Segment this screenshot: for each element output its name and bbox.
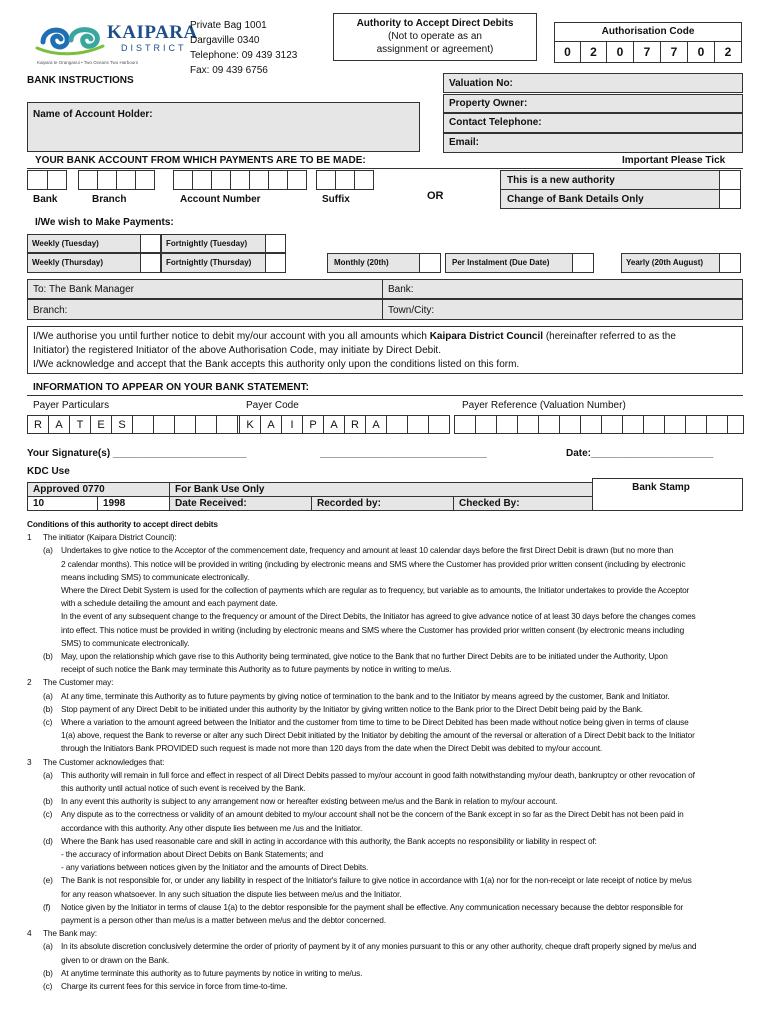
condition-line [61,782,306,795]
new-authority-label: This is a new authority [507,175,615,186]
authorise-line1-post: (hereinafter referred to as the [543,331,676,342]
condition-number: (b) [43,796,53,807]
condition-line [43,795,557,808]
auth-digit: 2 [580,41,607,63]
condition-text: In any event this authority is subject to any arrangement now or hereafter existing between me/us and the Bank in relation to my/our account. [61,796,558,807]
reference-box[interactable] [580,415,602,434]
digit-box[interactable] [354,170,374,190]
town-city-box[interactable] [382,299,743,320]
condition-line [43,980,287,993]
condition-line [61,914,386,927]
logo-tagline: Kaipara te Oranganui • Two Oceans Two Harbours [37,60,138,65]
condition-line [43,901,683,914]
important-tick: Important Please Tick [622,155,726,166]
conditions-heading [27,518,218,531]
contact-telephone-label: Contact Telephone: [449,117,542,128]
condition-number: 1 [27,532,32,543]
code-letter: I [281,415,303,434]
condition-text: Any dispute as to the correctness or validity of an amount debited to my/our account shall not be the concern of the Bank except in so far as the Direct Debit has not been paid in [61,809,684,820]
bank-name-box[interactable] [382,279,743,299]
code-letter: P [302,415,324,434]
kaipara-swirl-icon [35,22,105,56]
condition-line [43,650,668,663]
condition-text: - the accuracy of information about Direct Debits on Bank Statements; and [61,849,324,859]
digit-box[interactable] [230,170,250,190]
divider [453,496,454,511]
condition-line [61,637,189,650]
particulars-blank[interactable] [216,415,238,434]
auth-digit: 0 [606,41,634,63]
code-blank[interactable] [428,415,450,434]
label-branch: Branch [92,194,127,205]
address-line: Fax: 09 439 6756 [190,65,268,76]
code-letter: R [344,415,366,434]
condition-line [43,835,597,848]
code-blank[interactable] [407,415,429,434]
address-line: Dargaville 0340 [190,35,260,46]
code-letter: K [239,415,261,434]
condition-line [43,769,695,782]
account-holder-label: Name of Account Holder: [33,109,153,120]
condition-line [43,703,643,716]
logo-sub: DISTRICT [121,43,187,53]
condition-line [61,558,685,571]
particulars-blank[interactable] [132,415,154,434]
valuation-no-label: Valuation No: [449,78,513,89]
condition-text: Where the Bank has used reasonable care and skill in acting in accordance with this authority, the Bank accepts no responsibility or liability in respect of: [61,835,597,846]
bank-stamp: Bank Stamp [632,482,690,493]
auth-digit: 7 [660,41,688,63]
condition-number: (d) [43,835,53,846]
particulars-letter: S [111,415,133,434]
digit-box[interactable] [27,170,48,190]
approved-value-1: 10 [33,498,45,509]
authorise-line1-bold: Kaipara District Council [429,331,544,342]
condition-text: SMS) to communicate electronically. [61,637,190,648]
label-account-number: Account Number [180,194,261,205]
condition-text: Notice given by the Initiator in terms of clause 1(a) to the debtor responsible for the payment shall be effective. Any communication necessary because the debtor responsible for [61,901,684,912]
per-instalment-checkbox[interactable] [572,253,594,273]
condition-number: (e) [43,875,53,886]
change-details-checkbox[interactable] [719,189,741,209]
condition-line [43,690,670,703]
condition-text: This authority will remain in full force and effect in respect of all Direct Debits passed to my/our account in good faith notwithstanding my/our death, bankruptcy or other revocation of [61,769,695,780]
code-letter: A [323,415,345,434]
condition-line [61,954,169,967]
to-bank-manager: To: The Bank Manager [33,284,134,295]
divider [169,496,593,497]
condition-text: 2 calendar months). This notice will be provided in writing (including by electronic means and SMS where the Customer has provided prior written consent (including by electronic [61,558,686,569]
digit-box[interactable] [192,170,212,190]
code-letter: A [365,415,387,434]
condition-text: means including SMS) to communicate electronically. [61,571,250,582]
payer-particulars: Payer Particulars [33,400,110,411]
form-title: Authority to Accept Direct Debits [356,18,514,29]
address-line: Telephone: 09 439 3123 [190,50,298,61]
fortnightly-thu-label: Fortnightly (Thursday) [166,258,252,267]
digit-box[interactable] [173,170,193,190]
condition-text: In the event of any subsequent change to the frequency or amount of the Direct Debits, the Initiator has agreed to give advance notice of at least 30 days before the changes comes [61,611,696,622]
digit-box[interactable] [47,170,67,190]
reference-box[interactable] [559,415,581,434]
digit-box[interactable] [135,170,155,190]
fortnightly-tue-label: Fortnightly (Tuesday) [166,239,248,248]
condition-text: May, upon the relationship which gave rise to this Authority being terminated, give notice to the Bank that no further Direct Debits are to be initiated under the Authority, Upon [61,651,668,661]
reference-box[interactable] [601,415,623,434]
condition-text: At anytime terminate this authority as to future payments by notice in writing to me/us. [61,967,363,978]
condition-number: (a) [43,941,53,952]
condition-number: (a) [43,769,53,780]
kdc-use: KDC Use [27,466,70,477]
condition-line [61,584,689,597]
condition-text: 1(a) above, request the Bank to reverse or alter any such Direct Debit initiated by the Initiator by debiting the amount of the reversal or alteration of a Direct Debit back to the Initiator [61,730,695,741]
digit-box[interactable] [211,170,231,190]
condition-line [27,927,97,940]
condition-number: (c) [43,717,53,727]
condition-line [43,874,692,887]
bank-use-only: For Bank Use Only [175,484,265,495]
particulars-letter: A [48,415,70,434]
weekly-thu-checkbox[interactable] [140,253,161,273]
particulars-blank[interactable] [153,415,175,434]
condition-line [27,531,177,544]
change-details-label: Change of Bank Details Only [507,194,644,205]
condition-line [61,729,695,742]
condition-text: through the Initiators Bank PROVIDED such request is made not more than 120 days from the date when the Direct Debit was debited to my/our account. [61,743,603,754]
condition-number: (c) [43,809,53,820]
condition-line [61,610,696,623]
auth-digit: 0 [687,41,715,63]
digit-box[interactable] [335,170,355,190]
digit-box[interactable] [116,170,136,190]
email-box[interactable] [443,133,743,153]
condition-number: (b) [43,967,53,978]
reference-box[interactable] [727,415,744,434]
condition-line [43,940,696,953]
divider [27,168,743,169]
reference-box[interactable] [517,415,539,434]
authorise-line3: I/We acknowledge and accept that the Bank accepts this authority only upon the conditions listed on this form. [33,359,520,370]
condition-text: Charge its current fees for this service in force from time-to-time. [61,981,288,991]
label-bank: Bank [33,194,58,205]
condition-text: this authority until actual notice of such event is received by the Bank. [61,783,306,793]
condition-text: The Customer acknowledges that: [43,756,165,767]
signature-label[interactable]: Your Signature(s) ________________________ [27,448,247,459]
condition-line [61,888,401,901]
digit-box[interactable] [268,170,288,190]
condition-text: receipt of such notice the Bank may terminate this Authority as to future payments by notice in writing to me/us. [61,664,452,675]
condition-text: The Bank may: [43,928,97,939]
condition-number: (b) [43,703,53,714]
condition-text: The initiator (Kaipara District Council): [43,532,177,543]
condition-text: - any variations between notices given by the Initiator and the amounts of Direct Debits. [61,862,369,873]
checked-by: Checked By: [459,498,520,509]
payments-heading: I/We wish to Make Payments: [35,217,174,228]
property-owner-label: Property Owner: [449,98,528,109]
particulars-letter: E [90,415,112,434]
authorise-line1-pre: I/We authorise you until further notice to debit my/our account with you all amounts which [33,331,430,342]
bank-account-heading: YOUR BANK ACCOUNT FROM WHICH PAYMENTS ARE TO BE MADE: [35,155,366,166]
condition-text: Where a variation to the amount agreed between the Initiator and the customer from time to time to be Direct Debited has been made without notice being given in terms of clause [61,717,689,727]
condition-line [61,848,323,861]
condition-line [27,756,164,769]
auth-digit: 0 [554,41,581,63]
particulars-letter: T [69,415,91,434]
date-label[interactable]: Date:______________________ [566,448,714,459]
condition-line [61,742,602,755]
condition-text: given to or drawn on the Bank. [61,954,170,965]
condition-line [61,822,362,835]
condition-line [43,808,684,821]
weekly-thu-label: Weekly (Thursday) [32,258,103,267]
or-label: OR [427,190,444,202]
particulars-letter: R [27,415,49,434]
code-letter: A [260,415,282,434]
digit-box[interactable] [249,170,269,190]
statement-heading: INFORMATION TO APPEAR ON YOUR BANK STATEMENT: [33,382,309,393]
code-blank[interactable] [386,415,408,434]
approved-value-2: 1998 [103,498,126,509]
monthly-checkbox[interactable] [419,253,441,273]
authorise-box [27,326,743,374]
condition-text: The Bank is not responsible for, or under any liability in respect of the Initiator's failure to give notice in accordance with 1(a) nor for the non-receipt or late receipt of notice by me/us [61,875,692,886]
conditions-heading-text: Conditions of this authority to accept direct debits [27,519,218,529]
reference-box[interactable] [454,415,476,434]
authorise-line2: Initiator) the registered Initiator of the above Authorisation Code, may initiate by Direct Debit. [33,345,441,356]
reference-box[interactable] [706,415,728,434]
fortnightly-thu-checkbox[interactable] [265,253,286,273]
reference-box[interactable] [685,415,707,434]
condition-line [43,544,673,557]
condition-number: (b) [43,651,53,661]
condition-text: accordance with this authority. Any other dispute lies between me /us and the Initiator. [61,822,363,833]
conditions-list [27,518,743,1018]
digit-box[interactable] [97,170,117,190]
condition-text: with a schedule detailing the amount and each payment date. [61,598,278,609]
divider [27,395,743,396]
condition-number: 2 [27,677,32,688]
form-title-box [333,13,537,61]
auth-digit: 7 [633,41,661,63]
condition-number: (f) [43,901,51,912]
yearly-label: Yearly (20th August) [626,258,704,267]
digit-box[interactable] [78,170,98,190]
weekly-tue-label: Weekly (Tuesday) [32,239,99,248]
auth-code-label: Authorisation Code [601,26,695,37]
address-line: Private Bag 1001 [190,20,267,31]
condition-text: The Customer may: [43,677,114,688]
reference-box[interactable] [643,415,665,434]
per-instalment-label: Per Instalment (Due Date) [452,258,550,267]
condition-line [27,676,113,689]
condition-text: Undertakes to give notice to the Acceptor of the commencement date, frequency and amount at least 10 calendar days before the first Direct Debit is drawn (but no more than [61,545,674,556]
bank-label: Bank: [388,284,414,295]
condition-text: into effect. This notice must be provided in writing (including by electronic means and SMS where the Customer has provided prior written consent (by electronic means including [61,624,685,635]
condition-number: (a) [43,545,53,556]
condition-line [61,597,278,610]
payer-code: Payer Code [246,400,299,411]
condition-text: Where the Direct Debit System is used for the collection of payments which are regular as to frequency, but variable as to amounts, the Initiator undertakes to provide the Acceptor [61,585,690,595]
reference-box[interactable] [496,415,518,434]
form-subtitle: (Not to operate as an assignment or agreement) [376,31,494,55]
authorise-line [33,330,742,344]
signature-line-2[interactable]: ______________________________ [320,448,487,459]
yearly-checkbox[interactable] [719,253,741,273]
address-block [190,18,297,78]
condition-number: (c) [43,981,53,991]
label-suffix: Suffix [322,194,350,205]
condition-number: (a) [43,690,53,701]
condition-line [61,861,368,874]
condition-line [43,967,362,980]
particulars-blank[interactable] [195,415,217,434]
digit-box[interactable] [316,170,336,190]
condition-text: for any reason whatsoever. In any such situation the dispute lies between me/us and the Initiator. [61,888,402,899]
condition-line [43,716,689,729]
payer-reference: Payer Reference (Valuation Number) [462,400,626,411]
particulars-blank[interactable] [174,415,196,434]
condition-text: In its absolute discretion conclusively determine the order of priority of payment by it of any monies pursuant to this or any other authority, cheque draft properly signed by me/us and [61,941,697,952]
digit-box[interactable] [287,170,307,190]
condition-line [61,663,451,676]
email-label: Email: [449,137,480,148]
logo-name: KAIPARA [107,22,198,43]
condition-line [61,571,249,584]
reference-box[interactable] [538,415,560,434]
recorded-by: Recorded by: [317,498,381,509]
divider [311,496,312,511]
date-received: Date Received: [175,498,247,509]
approved-label: Approved 0770 [33,484,105,495]
monthly-label: Monthly (20th) [334,258,389,267]
new-authority-checkbox[interactable] [719,170,741,190]
condition-text: At any time, terminate this Authority as to future payments by giving notice of termination to the bank and to the Initiator by means agreed by the customer, Bank and Initiator. [61,690,670,701]
bank-instructions: BANK INSTRUCTIONS [27,75,134,86]
weekly-tue-checkbox[interactable] [140,234,161,253]
condition-number: 4 [27,928,32,939]
reference-box[interactable] [622,415,644,434]
fortnightly-tue-checkbox[interactable] [265,234,286,253]
condition-line [61,624,684,637]
kaipara-logo [35,18,198,68]
branch-label: Branch: [33,305,68,316]
town-city-label: Town/City: [388,305,435,316]
condition-number: 3 [27,756,32,767]
condition-text: Stop payment of any Direct Debit to be initiated under this authority by the Initiator by giving written notice to the Bank prior to the Direct Debit being paid by the Bank. [61,703,643,714]
reference-box[interactable] [475,415,497,434]
branch-box[interactable] [27,299,383,320]
condition-text: payment is a person other than me/us is a matter between me/us and the debtor concerned. [61,915,386,925]
reference-box[interactable] [664,415,686,434]
auth-digit: 2 [714,41,742,63]
